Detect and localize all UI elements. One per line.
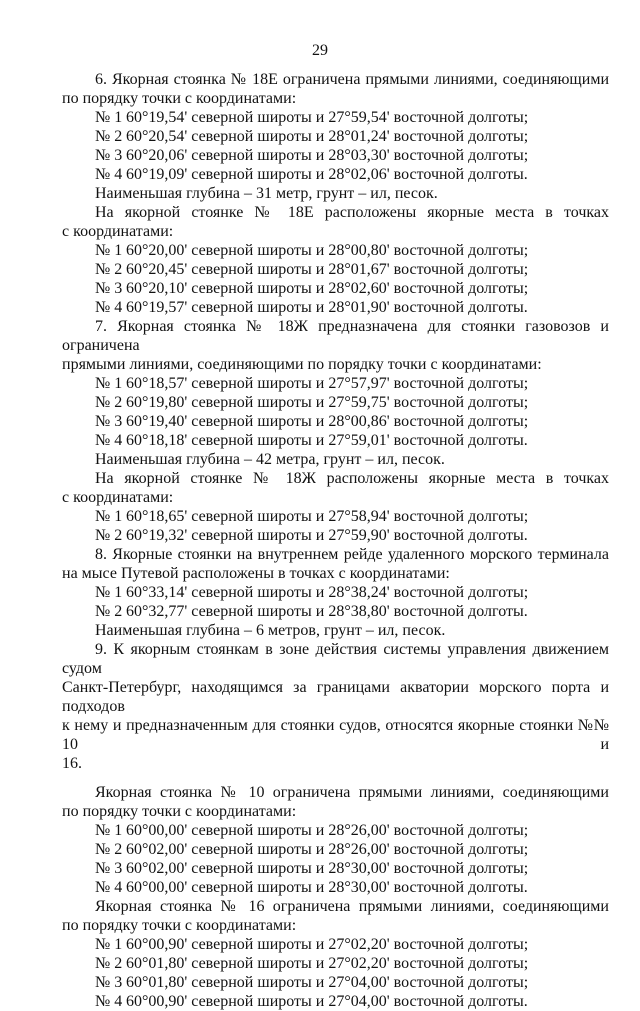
point-coords: 60°19,54' северной широты и 27°59,54' восточной долготы;: [126, 109, 529, 126]
s8-depth: Наименьшая глубина – 6 метров, грунт – ил, песок.: [95, 622, 446, 639]
point-coords: 60°01,80' северной широты и 27°02,20' восточной долготы;: [126, 955, 529, 972]
s10-intro-line-2: по порядку точки с координатами:: [62, 803, 297, 820]
point-number: № 2: [95, 527, 123, 544]
point-number: № 1: [95, 508, 123, 525]
s6-anchor-row: [62, 298, 609, 317]
s7-point-row: [62, 393, 609, 412]
point-number: № 2: [95, 955, 123, 972]
point-coords: 60°20,06' северной широты и 28°03,30' восточной долготы;: [126, 147, 529, 164]
point-coords: 60°20,00' северной широты и 28°00,80' восточной долготы;: [126, 242, 529, 259]
document-body: [62, 70, 609, 1011]
s16-point-row: [62, 992, 609, 1011]
point-number: № 3: [95, 147, 123, 164]
s6-anchor-row: [62, 241, 609, 260]
s7-point-row: [62, 412, 609, 431]
s10-point-row: [62, 840, 609, 859]
s8-point-row: [62, 583, 609, 602]
s7-anchor-intro-line-2: с координатами:: [62, 489, 174, 506]
s7-anchor-row: [62, 526, 609, 545]
point-number: № 1: [95, 584, 123, 601]
s6-point-row: [62, 108, 609, 127]
point-coords: 60°19,80' северной широты и 27°59,75' восточной долготы;: [126, 394, 529, 411]
point-number: № 2: [95, 394, 123, 411]
s6-point-row: [62, 165, 609, 184]
point-number: № 4: [95, 166, 123, 183]
point-coords: 60°19,40' северной широты и 28°00,86' восточной долготы;: [126, 413, 529, 430]
point-coords: 60°18,65' северной широты и 27°58,94' восточной долготы;: [126, 508, 529, 525]
page-number: 29: [312, 42, 328, 59]
point-number: № 2: [95, 603, 123, 620]
point-number: № 1: [95, 109, 123, 126]
s16-point-row: [62, 973, 609, 992]
s6-anchor-row: [62, 279, 609, 298]
point-number: № 1: [95, 375, 123, 392]
s9-line-4: 16.: [62, 755, 82, 772]
point-coords: 60°20,45' северной широты и 28°01,67' восточной долготы;: [126, 261, 529, 278]
point-number: № 1: [95, 242, 123, 259]
s10-point-row: [62, 878, 609, 897]
s7-anchor-row: [62, 507, 609, 526]
point-coords: 60°02,00' северной широты и 28°26,00' восточной долготы;: [126, 841, 529, 858]
point-coords: 60°19,57' северной широты и 28°01,90' восточной долготы.: [126, 299, 528, 316]
point-coords: 60°32,77' северной широты и 28°38,80' восточной долготы.: [126, 603, 528, 620]
s9-line-1: 9. К якорным стоянкам в зоне действия системы управления движением судом: [62, 641, 609, 677]
s8-point-row: [62, 602, 609, 621]
point-number: № 4: [95, 993, 123, 1010]
point-coords: 60°00,90' северной широты и 27°04,00' восточной долготы.: [126, 993, 528, 1010]
s6-depth: Наименьшая глубина – 31 метр, грунт – ил, песок.: [95, 185, 438, 202]
point-coords: 60°33,14' северной широты и 28°38,24' восточной долготы;: [126, 584, 529, 601]
s7-anchor-intro-line-1: На якорной стоянке № 18Ж расположены якорные места в точках: [95, 470, 609, 487]
point-coords: 60°20,10' северной широты и 28°02,60' восточной долготы;: [126, 280, 529, 297]
point-coords: 60°20,54' северной широты и 28°01,24' восточной долготы;: [126, 128, 529, 145]
point-number: № 4: [95, 432, 123, 449]
s10-intro-line-1: Якорная стоянка № 10 ограничена прямыми линиями, соединяющими: [95, 784, 609, 801]
point-coords: 60°00,00' северной широты и 28°30,00' восточной долготы.: [126, 879, 528, 896]
point-coords: 60°00,00' северной широты и 28°26,00' восточной долготы;: [126, 822, 529, 839]
s6-anchor-intro-line-1: На якорной стоянке № 18Е расположены якорные места в точках: [95, 204, 609, 221]
point-number: № 2: [95, 128, 123, 145]
s8-intro-line-1: 8. Якорные стоянки на внутреннем рейде удаленного морского терминала: [95, 546, 609, 563]
s6-intro-line-1: 6. Якорная стоянка № 18Е ограничена прямыми линиями, соединяющими: [95, 71, 609, 88]
s6-anchor-row: [62, 260, 609, 279]
point-number: № 3: [95, 413, 123, 430]
s9-line-2: Санкт-Петербург, находящимся за границами акватории морского порта и подходов: [62, 679, 609, 715]
s10-point-row: [62, 821, 609, 840]
point-number: № 4: [95, 879, 123, 896]
s6-point-row: [62, 127, 609, 146]
s16-point-row: [62, 935, 609, 954]
s6-anchor-intro-line-2: с координатами:: [62, 223, 174, 240]
s10-point-row: [62, 859, 609, 878]
s7-intro-line-2: прямыми линиями, соединяющими по порядку точки с координатами:: [62, 356, 542, 373]
s16-intro-line-1: Якорная стоянка № 16 ограничена прямыми линиями, соединяющими: [95, 898, 609, 915]
point-number: № 3: [95, 974, 123, 991]
point-number: № 1: [95, 936, 123, 953]
s7-depth: Наименьшая глубина – 42 метра, грунт – ил, песок.: [95, 451, 445, 468]
s7-point-row: [62, 374, 609, 393]
point-number: № 1: [95, 822, 123, 839]
s16-intro-line-2: по порядку точки с координатами:: [62, 917, 297, 934]
point-number: № 2: [95, 841, 123, 858]
point-number: № 3: [95, 280, 123, 297]
s6-point-row: [62, 146, 609, 165]
point-coords: 60°18,57' северной широты и 27°57,97' восточной долготы;: [126, 375, 529, 392]
point-number: № 2: [95, 261, 123, 278]
s6-intro-line-2: по порядку точки с координатами:: [62, 90, 297, 107]
point-number: № 3: [95, 860, 123, 877]
point-coords: 60°01,80' северной широты и 27°04,00' восточной долготы;: [126, 974, 529, 991]
point-coords: 60°02,00' северной широты и 28°30,00' восточной долготы;: [126, 860, 529, 877]
point-coords: 60°19,09' северной широты и 28°02,06' восточной долготы.: [126, 166, 528, 183]
s7-point-row: [62, 431, 609, 450]
s8-intro-line-2: на мысе Путевой расположены в точках с координатами:: [62, 565, 450, 582]
s16-point-row: [62, 954, 609, 973]
s7-intro-line-1: 7. Якорная стоянка № 18Ж предназначена для стоянки газовозов и ограничена: [62, 318, 609, 354]
point-coords: 60°18,18' северной широты и 27°59,01' восточной долготы.: [126, 432, 528, 449]
point-number: № 4: [95, 299, 123, 316]
s9-line-3: к нему и предназначенным для стоянки судов, относятся якорные стоянки №№ 10 и: [62, 717, 609, 753]
point-coords: 60°00,90' северной широты и 27°02,20' восточной долготы;: [126, 936, 529, 953]
point-coords: 60°19,32' северной широты и 27°59,90' восточной долготы.: [126, 527, 528, 544]
